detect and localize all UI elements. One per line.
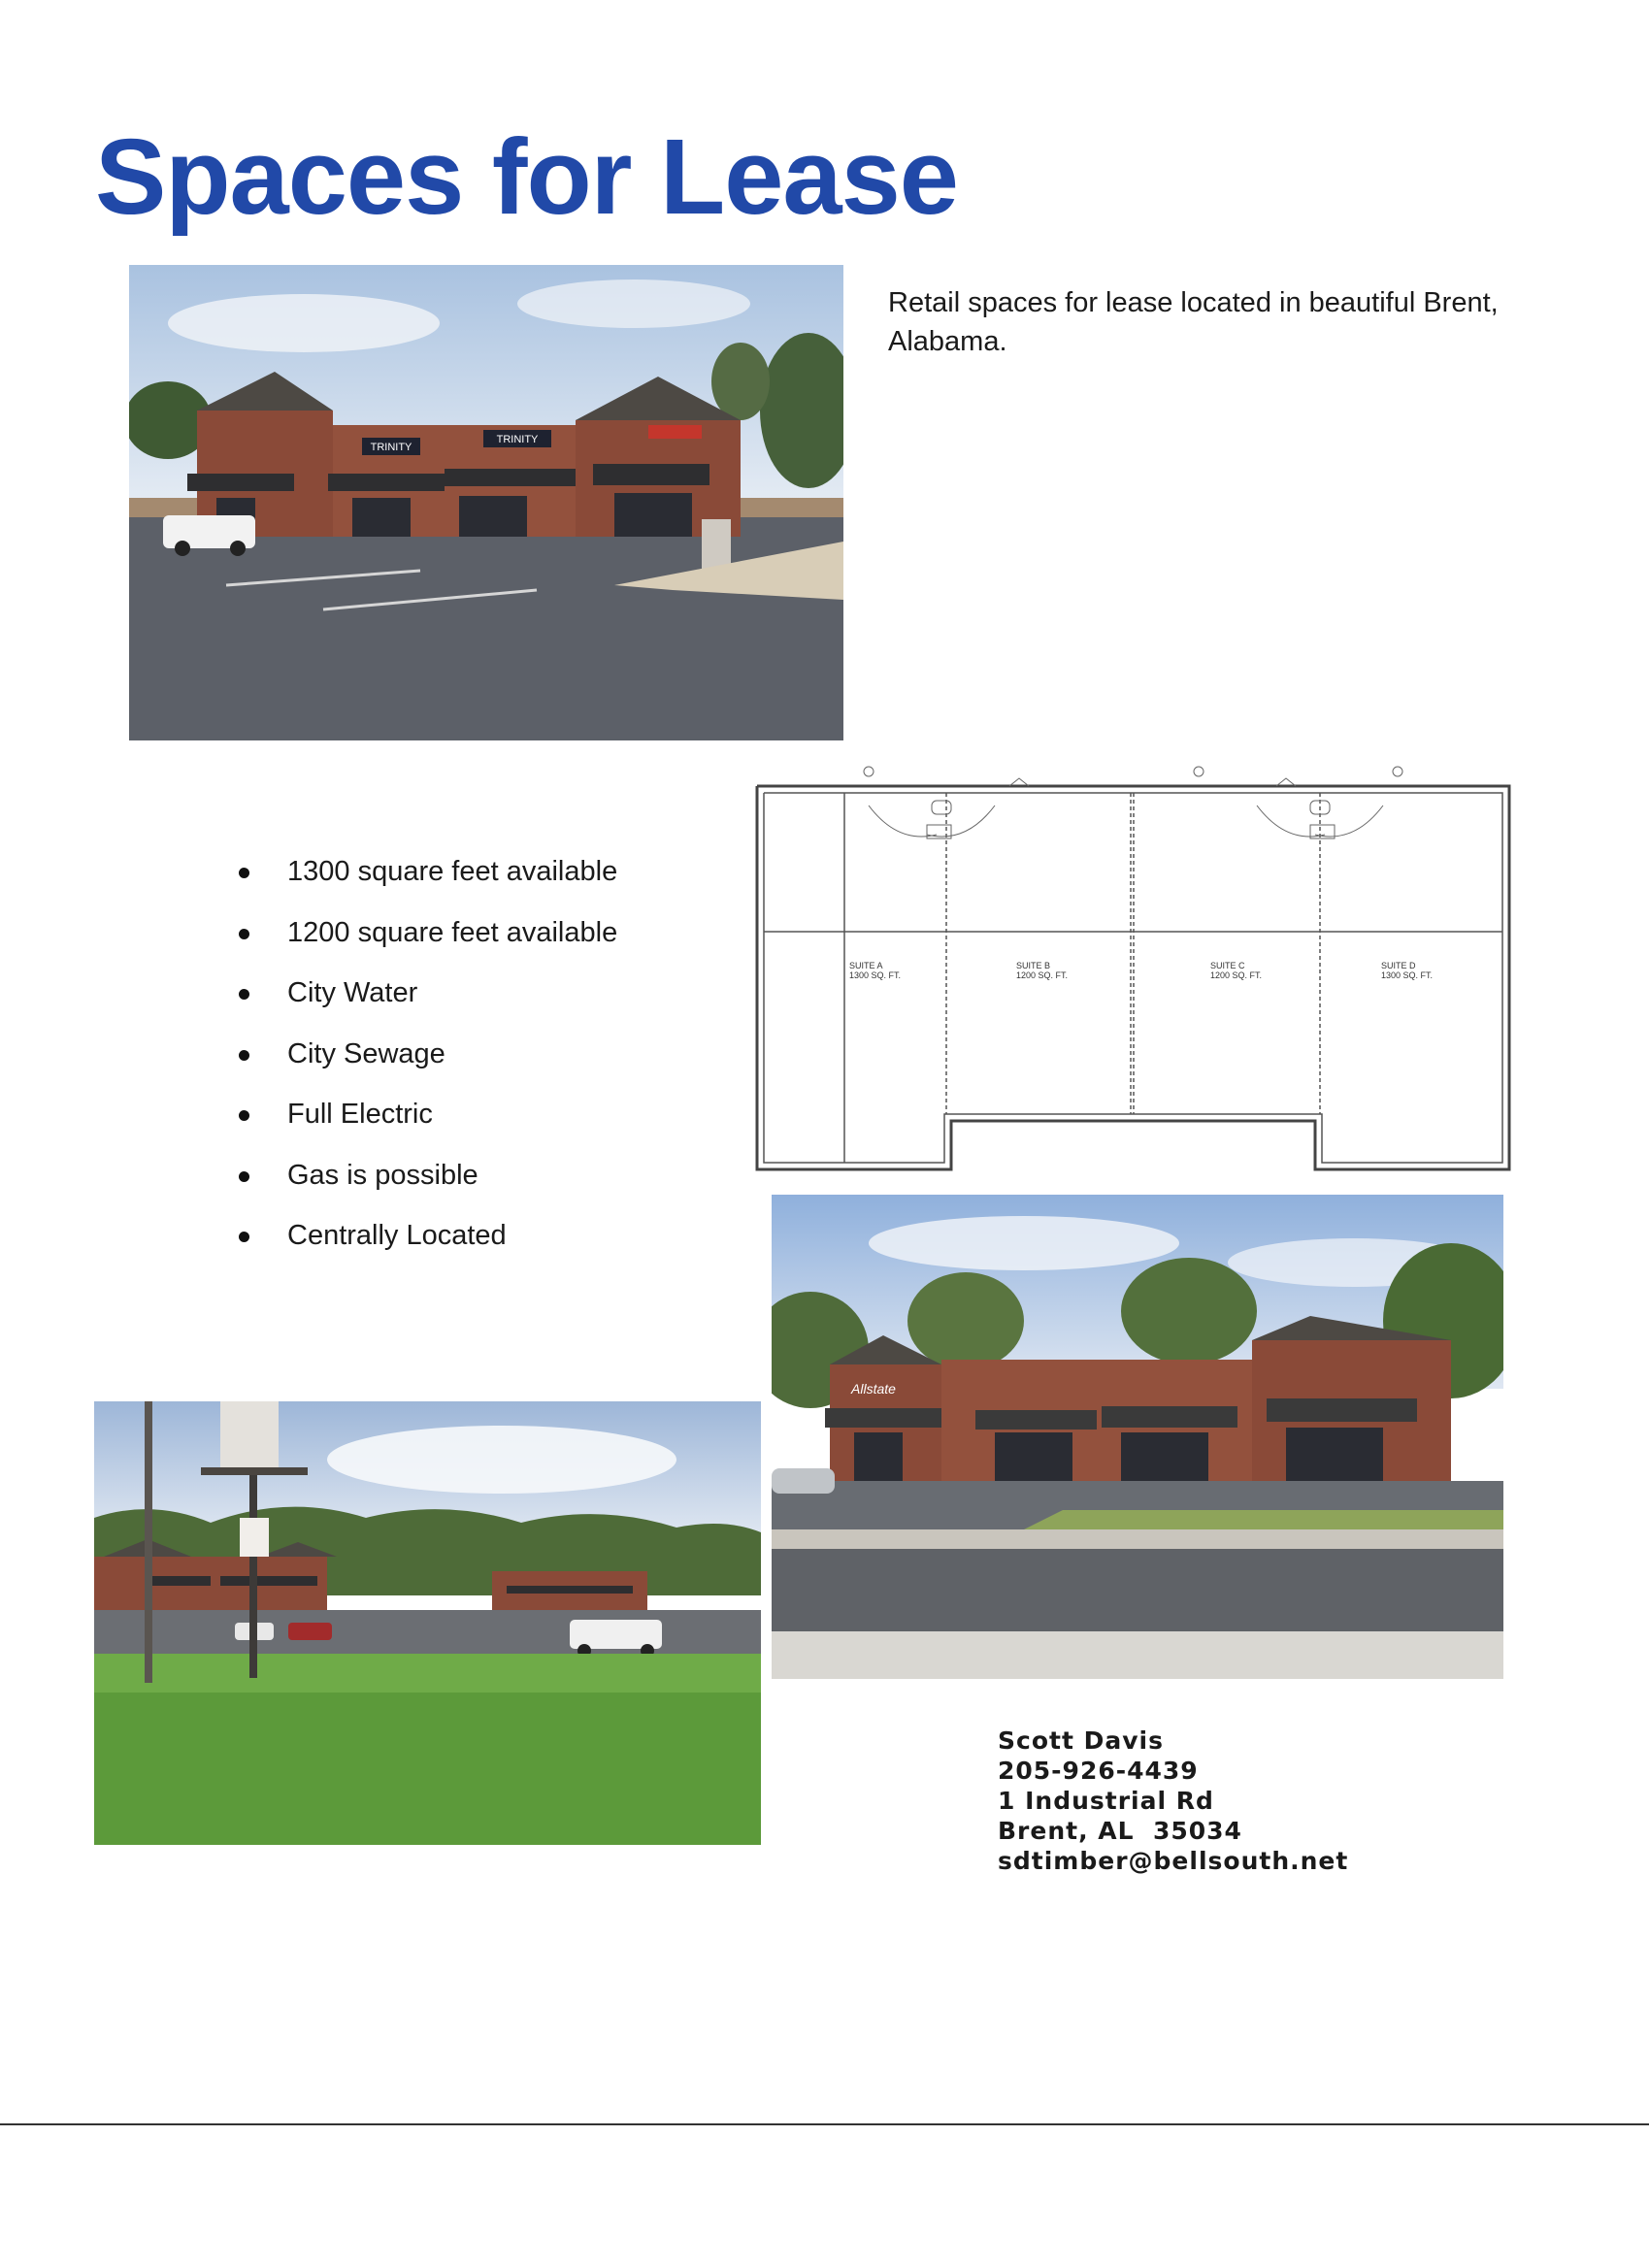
- contact-address-line1: 1 Industrial Rd: [998, 1787, 1214, 1815]
- floor-plan: [752, 757, 1519, 1184]
- trinity-sign-1: TRINITY: [370, 442, 412, 453]
- list-item: City Water: [233, 975, 738, 1036]
- suite-b-size: 1200 SQ. FT.: [1016, 970, 1069, 980]
- list-item: 1200 square feet available: [233, 915, 738, 976]
- bullet-icon: [239, 1050, 249, 1061]
- feature-list: [233, 854, 738, 1279]
- suite-a-label: SUITE A: [849, 961, 883, 970]
- suite-d-label: SUITE D: [1381, 961, 1416, 970]
- storefront-photo-top: [129, 265, 843, 740]
- bullet-icon: [239, 868, 249, 878]
- trinity-sign-2: TRINITY: [496, 434, 539, 445]
- contact-name: Scott Davis: [998, 1726, 1164, 1755]
- list-item: Centrally Located: [233, 1218, 738, 1279]
- page-title: Spaces for Lease: [95, 117, 958, 237]
- contact-email: sdtimber@bellsouth.net: [998, 1847, 1349, 1875]
- bullet-icon: [239, 1110, 249, 1121]
- bullet-icon: [239, 989, 249, 1000]
- intro-text: Retail spaces for lease located in beautiful Brent, Alabama.: [888, 287, 1499, 357]
- list-item: Full Electric: [233, 1097, 738, 1158]
- suite-b-label: SUITE B: [1016, 961, 1051, 970]
- storefront-photo-bottom: [94, 1401, 761, 1845]
- footer-divider: [0, 2123, 1649, 2125]
- bullet-icon: [239, 1232, 249, 1242]
- suite-d-size: 1300 SQ. FT.: [1381, 970, 1434, 980]
- suite-c-label: SUITE C: [1210, 961, 1245, 970]
- list-item: City Sewage: [233, 1036, 738, 1098]
- suite-a-size: 1300 SQ. FT.: [849, 970, 902, 980]
- list-item: 1300 square feet available: [233, 854, 738, 915]
- bullet-icon: [239, 1171, 249, 1182]
- bullet-icon: [239, 929, 249, 939]
- allstate-sign: Allstate: [851, 1381, 896, 1397]
- contact-address-line2: Brent, AL 35034: [998, 1817, 1242, 1845]
- list-item: Gas is possible: [233, 1158, 738, 1219]
- storefront-photo-right: [772, 1195, 1503, 1679]
- suite-c-size: 1200 SQ. FT.: [1210, 970, 1263, 980]
- contact-phone: 205-926-4439: [998, 1757, 1199, 1785]
- contact-block: [998, 1726, 1348, 1876]
